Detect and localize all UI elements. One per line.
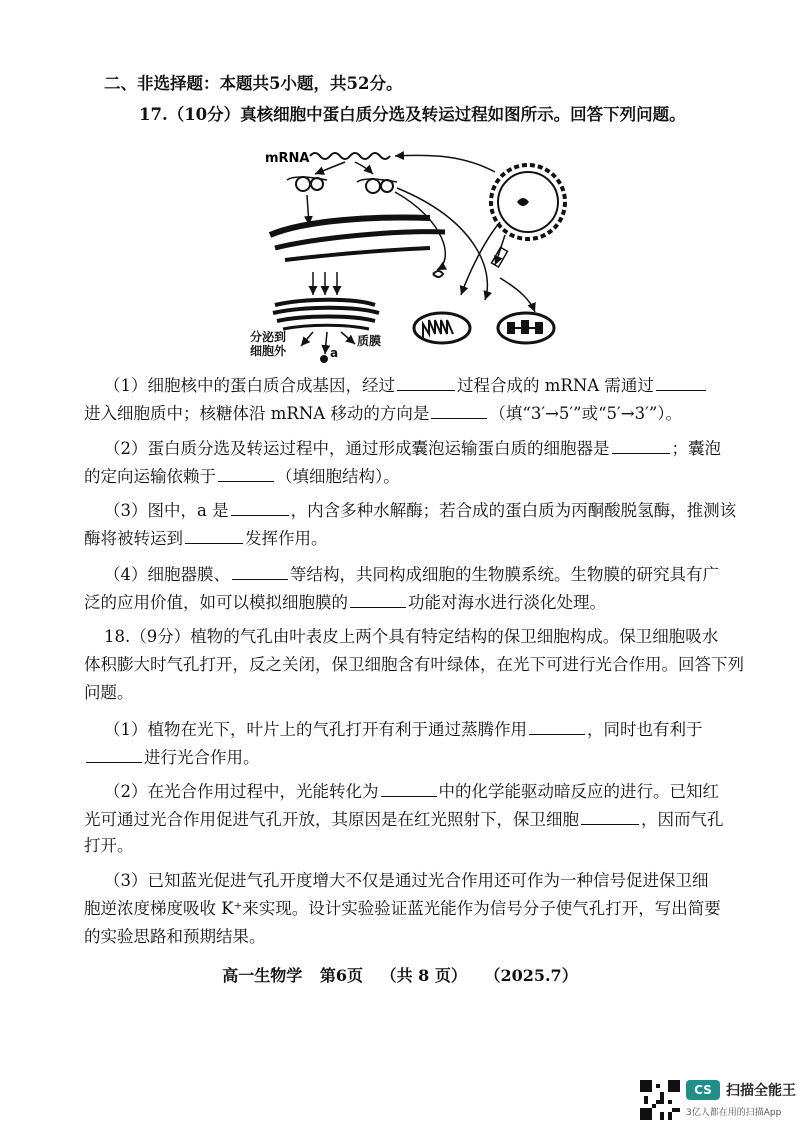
q18-p2-b: 中的化学能驱动暗反应的进行。已知红 bbox=[438, 782, 719, 801]
q17-p2-a: （2）蛋白质分选及转运过程中，通过形成囊泡运输蛋白质的细胞器是 bbox=[104, 439, 610, 458]
footer-date: （2025.7） bbox=[484, 966, 578, 985]
mrna-strand bbox=[310, 153, 390, 159]
q17-part2-line1 bbox=[0, 436, 800, 460]
q17-part1-line2 bbox=[0, 401, 800, 425]
answer-blank[interactable] bbox=[529, 717, 585, 735]
q18-part3-line3: 的实验思路和预期结果。 bbox=[84, 927, 266, 946]
answer-blank[interactable] bbox=[431, 401, 487, 419]
q17-p1-a: （1）细胞核中的蛋白质合成基因，经过 bbox=[104, 376, 395, 395]
cs-logo-icon: CS bbox=[686, 1080, 720, 1100]
scanner-watermark bbox=[640, 1078, 796, 1126]
q18-p1-c: 进行光合作用。 bbox=[144, 748, 260, 767]
answer-blank[interactable] bbox=[232, 562, 288, 580]
q17-p2-d: （填细胞结构）。 bbox=[276, 467, 400, 486]
q18-part2-line3: 打开。 bbox=[84, 836, 134, 855]
endoplasmic-reticulum-icon bbox=[270, 218, 445, 260]
q18-p2-a: （2）在光合作用过程中，光能转化为 bbox=[104, 782, 379, 801]
q17-part2-line2 bbox=[0, 464, 800, 488]
label-membrane: 质膜 bbox=[357, 334, 382, 348]
nucleus-icon bbox=[491, 165, 565, 239]
q17-part1-line1 bbox=[0, 373, 800, 397]
answer-blank[interactable] bbox=[231, 498, 289, 516]
label-a: a bbox=[330, 346, 339, 360]
q17-p3-d: 发挥作用。 bbox=[245, 529, 328, 548]
q17-p1-b: 过程合成的 mRNA 需通过 bbox=[457, 376, 654, 395]
q18-p2-c: 光可通过光合作用促进气孔开放，其原因是在红光照射下，保卫细胞 bbox=[84, 810, 579, 829]
label-secrete bbox=[250, 330, 286, 358]
q18-part1-line1 bbox=[0, 717, 800, 741]
q17-p2-c: 的定向运输依赖于 bbox=[84, 467, 216, 486]
q17-p4-a: （4）细胞器膜、 bbox=[104, 565, 230, 584]
ribosome-icon bbox=[287, 177, 327, 191]
footer-total: （共 8 页） bbox=[380, 966, 467, 985]
answer-blank[interactable] bbox=[381, 779, 437, 797]
lysosome-icon bbox=[320, 355, 328, 363]
answer-blank[interactable] bbox=[612, 436, 670, 454]
answer-blank[interactable] bbox=[86, 745, 142, 763]
q17-p3-b: ，内含多种水解酶；若合成的蛋白质为丙酮酸脱氢酶，推测该 bbox=[290, 501, 737, 520]
golgi-apparatus-icon bbox=[273, 300, 379, 329]
q18-p1-a: （1）植物在光下，叶片上的气孔打开有利于通过蒸腾作用 bbox=[104, 720, 527, 739]
q18-p1-b: ，同时也有利于 bbox=[587, 720, 703, 739]
answer-blank[interactable] bbox=[218, 464, 274, 482]
chloroplast-icon bbox=[498, 313, 554, 343]
protein-icon bbox=[492, 247, 508, 267]
watermark-slogan: 3亿人都在用的扫描App bbox=[686, 1108, 782, 1118]
answer-blank[interactable] bbox=[350, 590, 406, 608]
answer-blank[interactable] bbox=[185, 526, 243, 544]
q17-p4-d: 功能对海水进行淡化处理。 bbox=[408, 593, 606, 612]
q17-p1-d: （填“3′→5′”或“5′→3′”）。 bbox=[489, 404, 683, 423]
qr-code-icon bbox=[640, 1080, 680, 1120]
q18-part3-line1: （3）已知蓝光促进气孔开度增大不仅是通过光合作用还可作为一种信号促进保卫细 bbox=[104, 871, 709, 890]
section-title: 二、非选择题：本题共5小题，共52分。 bbox=[104, 74, 403, 93]
q17-part4-line1 bbox=[0, 562, 800, 586]
q17-p3-a: （3）图中，a 是 bbox=[104, 501, 229, 520]
q17-stem: 17.（10分）真核细胞中蛋白质分选及转运过程如图所示。回答下列问题。 bbox=[139, 105, 686, 124]
footer-page: 第6页 bbox=[319, 966, 364, 985]
mitochondrion-icon bbox=[414, 313, 470, 343]
watermark-brand: 扫描全能王 bbox=[726, 1083, 796, 1099]
protein-icon bbox=[433, 271, 443, 277]
answer-blank[interactable] bbox=[581, 807, 639, 825]
answer-blank[interactable] bbox=[656, 373, 706, 391]
label-secrete-line1: 分泌到 bbox=[250, 330, 287, 344]
q18-part3-line2: 胞逆浓度梯度吸收 K⁺来实现。设计实验验证蓝光能作为信号分子使气孔打开，写出简要 bbox=[84, 899, 721, 918]
q17-p4-b: 等结构，共同构成细胞的生物膜系统。生物膜的研究具有广 bbox=[290, 565, 719, 584]
q18-part2-line1 bbox=[0, 779, 800, 803]
answer-blank[interactable] bbox=[397, 373, 455, 391]
q17-part3-line1 bbox=[0, 498, 800, 522]
q17-p4-c: 泛的应用价值，如可以模拟细胞膜的 bbox=[84, 593, 348, 612]
q18-part2-line2 bbox=[0, 807, 800, 831]
label-secrete-line2: 细胞外 bbox=[250, 344, 287, 358]
q17-part4-line2 bbox=[0, 590, 800, 614]
q18-stem-line2: 体积膨大时气孔打开，反之关闭，保卫细胞含有叶绿体，在光下可进行光合作用。回答下列 bbox=[84, 655, 744, 674]
q17-p2-b: ；囊泡 bbox=[671, 439, 721, 458]
q18-stem-line3: 问题。 bbox=[84, 683, 134, 702]
q18-p2-d: ，因而气孔 bbox=[641, 810, 724, 829]
mrna-label: mRNA bbox=[265, 151, 310, 166]
page-footer bbox=[0, 963, 800, 986]
q17-p1-c: 进入细胞质中；核糖体沿 mRNA 移动的方向是 bbox=[84, 404, 430, 423]
q17-p3-c: 酶将被转运到 bbox=[84, 529, 183, 548]
ribosome-icon bbox=[357, 179, 397, 193]
footer-subject: 高一生物学 bbox=[222, 966, 303, 985]
q18-stem-line1: 18.（9分）植物的气孔由叶表皮上两个具有特定结构的保卫细胞构成。保卫细胞吸水 bbox=[104, 627, 719, 646]
q17-part3-line2 bbox=[0, 526, 800, 550]
q18-part1-line2 bbox=[0, 745, 800, 769]
protein-sorting-diagram bbox=[245, 140, 575, 365]
